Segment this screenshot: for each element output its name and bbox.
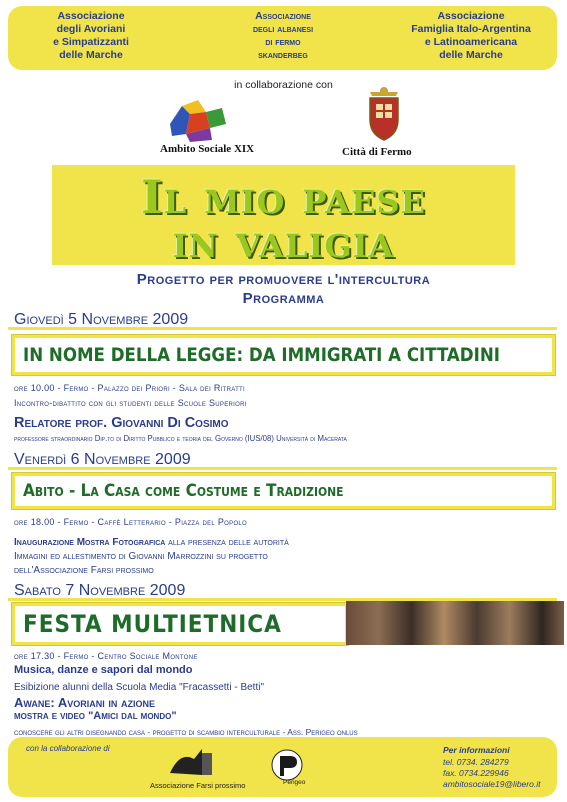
main-title-line1: Il mio paese [141, 170, 426, 224]
association-avoriani: Associazione degli Avoriani e Simpatizzanti delle Marche [53, 10, 129, 61]
event-time: ore 17.30 - Fermo - Centro Sociale Montone [14, 651, 198, 661]
citta-di-fermo-crest [362, 86, 406, 142]
event-esibizione: Esibizione alunni della Scuola Media "Fracassetti - Betti" [14, 682, 264, 693]
association-italo-argentina: Associazione Famiglia Italo-Argentina e Latinoamericana delle Marche [411, 10, 531, 61]
ambito-sociale-logo [160, 94, 240, 144]
farsi-prossimo-logo [168, 745, 216, 777]
event-conoscere: conoscere gli altri disegnando casa - progetto di scambio interculturale - Ass. Perigeo onlus [14, 727, 358, 737]
event-title-box [12, 603, 348, 645]
footer-collab-text: con la collaborazione di [26, 744, 110, 753]
citta-di-fermo-caption: Città di Fermo [342, 146, 412, 158]
event-day: Venerdì 6 Novembre 2009 [14, 451, 191, 468]
event-mostra: mostra e video "Amici dal mondo" [14, 710, 177, 722]
subtitle-project: Progetto per promuovere l'intercultura [136, 271, 431, 288]
event-images-line: Immagini ed allestimento di Giovanni Marrozzini su progetto [14, 551, 268, 562]
event-title-box [12, 335, 555, 375]
event-title-box [12, 473, 555, 509]
event-association-line: dell'Associazione Farsi prossimo [14, 565, 154, 576]
event-time: ore 10.00 - Fermo - Palazzo dei Priori - Sala dei Ritratti [14, 383, 245, 393]
event-description: Incontro-dibattito con gli studenti delle Scuole Superiori [14, 398, 247, 408]
event-day: Sabato 7 Novembre 2009 [14, 582, 186, 599]
collaboration-text: in collaborazione con [234, 79, 333, 91]
info-email: ambitosociale19@libero.it [443, 779, 541, 789]
perigeo-logo [270, 748, 304, 782]
info-tel: tel. 0734. 284279 [443, 757, 509, 767]
event-speaker-note: professore straordinario Dip.to di Diritto Pubblico e teoria del Governo (IUS/08) Università di Macerata [14, 434, 347, 443]
event-time: ore 18.00 - Fermo - Caffè Letterario - Piazza del Popolo [14, 517, 248, 527]
event-awane: Awane: Avoriani in azione [14, 695, 155, 710]
info-fax: fax. 0734.229946 [443, 768, 509, 778]
main-title-line2: in valigia [172, 214, 395, 268]
event-music: Musica, danze e sapori dal mondo [14, 664, 193, 676]
event-day: Giovedì 5 Novembre 2009 [14, 311, 189, 328]
event-title: FESTA MULTIETNICA [23, 610, 282, 638]
info-title: Per informazioni [443, 745, 510, 755]
event-inauguration: Inaugurazione Mostra Fotografica alla presenza delle autorità [14, 537, 289, 548]
ambito-sociale-caption: Ambito Sociale XIX [160, 143, 255, 155]
festival-photo [346, 601, 564, 645]
subtitle-programma: Programma [242, 290, 325, 307]
perigeo-caption: Perigeo [283, 779, 306, 786]
event-title: IN NOME DELLA LEGGE: DA IMMIGRATI A CITTADINI [23, 344, 500, 366]
event-speaker: Relatore prof. Giovanni Di Cosimo [14, 415, 229, 431]
farsi-prossimo-caption: Associazione Farsi prossimo [150, 781, 246, 790]
association-albanesi: Associazione degli albanesi di fermo skanderbeg [252, 10, 314, 61]
event-title: Abito - La Casa come Costume e Tradizione [23, 481, 344, 501]
